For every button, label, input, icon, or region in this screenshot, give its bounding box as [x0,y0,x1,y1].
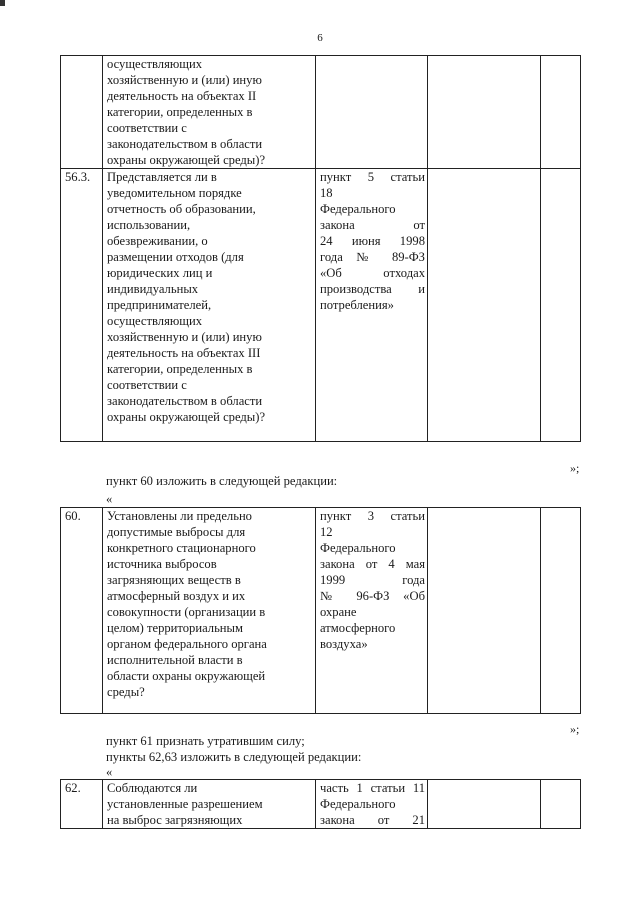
text-line: 12 [320,525,333,539]
text-line: охраны окружающей среды)? [107,410,266,424]
text-line: конкретного стационарного [107,541,256,555]
text-line: пункт 3 статьи [320,509,425,523]
text-line: Федерального [320,797,396,811]
text-line: атмосферного [320,621,396,635]
text-line: хозяйственную и (или) иную [107,73,262,87]
text-line: 1999 года [320,573,425,587]
opening-quote: « [106,492,113,506]
text-line: Установлены ли предельно [107,509,252,523]
text-line: закона от [320,218,425,232]
text-line: соответствии с [107,378,187,392]
text-line: осуществляющих [107,57,203,71]
text-line: органом федерального органа [107,637,267,651]
text-line: соответствии с [107,121,187,135]
question-cell [103,780,316,829]
text-line: использовании, [107,218,191,232]
text-line: деятельность на объектах III [107,346,261,360]
text-line: предпринимателей, [107,298,212,312]
text-line: хозяйственную и (или) иную [107,330,262,344]
text-line: охране [320,605,357,619]
text-line: часть 1 статьи 11 [320,781,425,795]
text-line: категории, определенных в [107,105,253,119]
text-line: Федерального [320,541,396,555]
text-line: 18 [320,186,333,200]
requirements-table-item-62 [60,779,581,829]
text-line: осуществляющих [107,314,203,328]
text-line: Представляется ли в [107,170,217,184]
row-number: 62. [61,780,103,829]
text-line: деятельность на объектах II [107,89,257,103]
text-line: источника выбросов [107,557,217,571]
empty-cell [541,780,581,829]
text-line: исполнительной власти в [107,653,243,667]
text-line: загрязняющих веществ в [107,573,241,587]
closing-quote: »; [570,461,580,475]
text-line: № 96-ФЗ «Об [320,589,425,603]
text-line: законодательством в области [107,394,263,408]
text-line: категории, определенных в [107,362,253,376]
empty-cell [428,56,541,169]
text-line: потребления» [320,298,394,312]
text-line: законодательством в области [107,137,263,151]
question-cell [103,169,316,442]
table-row [61,169,581,442]
text-line: размещении отходов (для [107,250,244,264]
page-number: 6 [317,32,323,44]
text-line: целом) территориальным [107,621,243,635]
text-line: установленные разрешением [107,797,263,811]
text-line: «Об отходах [320,266,425,280]
question-cell [103,508,316,714]
row-number: 60. [61,508,103,714]
text-line: на выброс загрязняющих [107,813,243,827]
text-line: года № 89-ФЗ [320,250,425,264]
text-line: Соблюдаются ли [107,781,198,795]
empty-cell [428,169,541,442]
table-row [61,780,581,829]
empty-cell [541,169,581,442]
empty-cell [541,56,581,169]
requirements-table-item-60 [60,507,581,714]
text-line: воздуха» [320,637,368,651]
text-line: совокупности (организации в [107,605,266,619]
text-line: закона от 21 [320,813,425,827]
closing-quote: »; [570,722,580,736]
empty-cell [541,508,581,714]
legal-basis-cell [316,508,428,714]
text-line: закона от 4 мая [320,557,425,571]
legal-basis-cell [316,169,428,442]
scan-artifact [0,0,5,6]
amendment-instruction: пункт 60 изложить в следующей редакции: [106,474,338,488]
text-line: индивидуальных [107,282,199,296]
empty-cell [428,508,541,714]
amendment-instruction: пункты 62,63 изложить в следующей редакции: [106,750,362,764]
text-line: уведомительном порядке [107,186,242,200]
text-line: Федерального [320,202,396,216]
row-number: 56.3. [61,169,103,442]
text-line: обезвреживании, о [107,234,208,248]
text-line: 24 июня 1998 [320,234,425,248]
text-line: атмосферный воздух и их [107,589,246,603]
legal-basis-cell [316,56,428,169]
question-cell [103,56,316,169]
opening-quote: « [106,765,113,779]
table-row [61,508,581,714]
text-line: охраны окружающей среды)? [107,153,266,167]
row-number [61,56,103,169]
legal-basis-cell [316,780,428,829]
text-line: производства и [320,282,425,296]
empty-cell [428,780,541,829]
text-line: юридических лиц и [107,266,213,280]
text-line: допустимые выбросы для [107,525,246,539]
text-line: среды? [107,685,145,699]
requirements-table-continued [60,55,581,442]
amendment-instruction: пункт 61 признать утратившим силу; [106,734,305,748]
text-line: пункт 5 статьи [320,170,425,184]
table-row [61,56,581,169]
text-line: области охраны окружающей [107,669,266,683]
text-line: отчетность об образовании, [107,202,256,216]
